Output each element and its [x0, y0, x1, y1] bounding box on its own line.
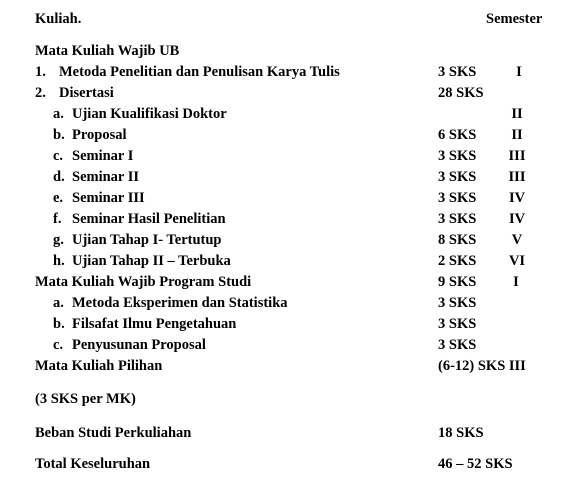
- list-item: [0, 83, 581, 103]
- sub-item-semester: III: [508, 169, 526, 185]
- sub-item-semester: IV: [508, 190, 526, 206]
- sub-item-sks: 3 SKS: [438, 337, 477, 353]
- sub-item-label: Metoda Eksperimen dan Statistika: [72, 295, 288, 311]
- section-sks: 9 SKS: [438, 274, 477, 290]
- sub-item-label: Seminar II: [72, 169, 140, 185]
- section-sks: (6-12) SKS III: [438, 358, 526, 374]
- sub-item-letter: c.: [53, 337, 64, 353]
- section-title-wajib-prodi: [0, 272, 581, 292]
- item-semester: I: [516, 64, 522, 80]
- sub-item-label: Ujian Tahap I- Tertutup: [72, 232, 222, 248]
- sub-list-item: [0, 230, 581, 250]
- sub-list-item: [0, 104, 581, 124]
- item-label: Disertasi: [59, 85, 114, 101]
- section-semester: I: [513, 274, 519, 290]
- total-row: [0, 454, 581, 474]
- sub-item-letter: a.: [53, 106, 64, 122]
- sub-item-label: Ujian Tahap II – Terbuka: [72, 253, 231, 269]
- sub-item-semester: V: [511, 232, 523, 248]
- beban-label: Beban Studi Perkuliahan: [35, 425, 192, 441]
- item-number: 1.: [35, 64, 46, 80]
- sub-list-item: [0, 146, 581, 166]
- sub-item-label: Penyusunan Proposal: [72, 337, 206, 353]
- note-text: (3 SKS per MK): [35, 391, 136, 407]
- sub-item-semester: II: [511, 127, 523, 143]
- beban-sks: 18 SKS: [438, 425, 484, 441]
- sub-item-label: Filsafat Ilmu Pengetahuan: [72, 316, 237, 332]
- item-label: Metoda Penelitian dan Penulisan Karya Tulis: [59, 64, 340, 80]
- sub-item-sks: 2 SKS: [438, 253, 477, 269]
- sub-item-letter: e.: [53, 190, 64, 206]
- sub-list-item: [0, 167, 581, 187]
- total-sks: 46 – 52 SKS: [438, 456, 513, 472]
- section-title-text: Mata Kuliah Wajib Program Studi: [35, 274, 252, 290]
- item-number: 2.: [35, 85, 46, 101]
- sub-item-letter: a.: [53, 295, 64, 311]
- list-item: [0, 62, 581, 82]
- sub-item-letter: h.: [53, 253, 65, 269]
- sub-item-semester: VI: [508, 253, 526, 269]
- sub-item-letter: b.: [53, 127, 65, 143]
- sub-item-label: Seminar Hasil Penelitian: [72, 211, 226, 227]
- sub-item-semester: IV: [508, 211, 526, 227]
- sub-list-item: [0, 314, 581, 334]
- pilihan-note: [0, 389, 581, 409]
- item-sks: 28 SKS: [438, 85, 484, 101]
- sub-item-letter: c.: [53, 148, 64, 164]
- sub-item-sks: 3 SKS: [438, 295, 477, 311]
- item-sks: 3 SKS: [438, 64, 477, 80]
- sub-item-sks: 8 SKS: [438, 232, 477, 248]
- sub-list-item: [0, 188, 581, 208]
- sub-item-sks: 6 SKS: [438, 127, 477, 143]
- sub-item-label: Seminar III: [72, 190, 145, 206]
- sub-list-item: [0, 335, 581, 355]
- header-semester: Semester: [486, 11, 543, 27]
- sub-item-label: Seminar I: [72, 148, 134, 164]
- section-title-wajib-ub: [0, 41, 581, 61]
- header-row: [0, 9, 581, 29]
- sub-item-sks: 3 SKS: [438, 169, 477, 185]
- sub-item-sks: 3 SKS: [438, 148, 477, 164]
- sub-list-item: [0, 209, 581, 229]
- sub-item-letter: d.: [53, 169, 65, 185]
- beban-row: [0, 423, 581, 443]
- sub-item-letter: b.: [53, 316, 65, 332]
- sub-item-sks: 3 SKS: [438, 316, 477, 332]
- section-title-text: Mata Kuliah Pilihan: [35, 358, 163, 374]
- sub-item-label: Proposal: [72, 127, 127, 143]
- sub-item-letter: g.: [53, 232, 64, 248]
- sub-item-label: Ujian Kualifikasi Doktor: [72, 106, 227, 122]
- sub-list-item: [0, 251, 581, 271]
- sub-list-item: [0, 293, 581, 313]
- sub-item-semester: II: [511, 106, 523, 122]
- sub-item-semester: III: [508, 148, 526, 164]
- sub-item-letter: f.: [53, 211, 62, 227]
- section-title-pilihan: [0, 356, 581, 376]
- section-title-text: Mata Kuliah Wajib UB: [35, 43, 180, 59]
- sub-item-sks: 3 SKS: [438, 211, 477, 227]
- header-left: Kuliah.: [35, 11, 82, 27]
- sub-item-sks: 3 SKS: [438, 190, 477, 206]
- sub-list-item: [0, 125, 581, 145]
- total-label: Total Keseluruhan: [35, 456, 151, 472]
